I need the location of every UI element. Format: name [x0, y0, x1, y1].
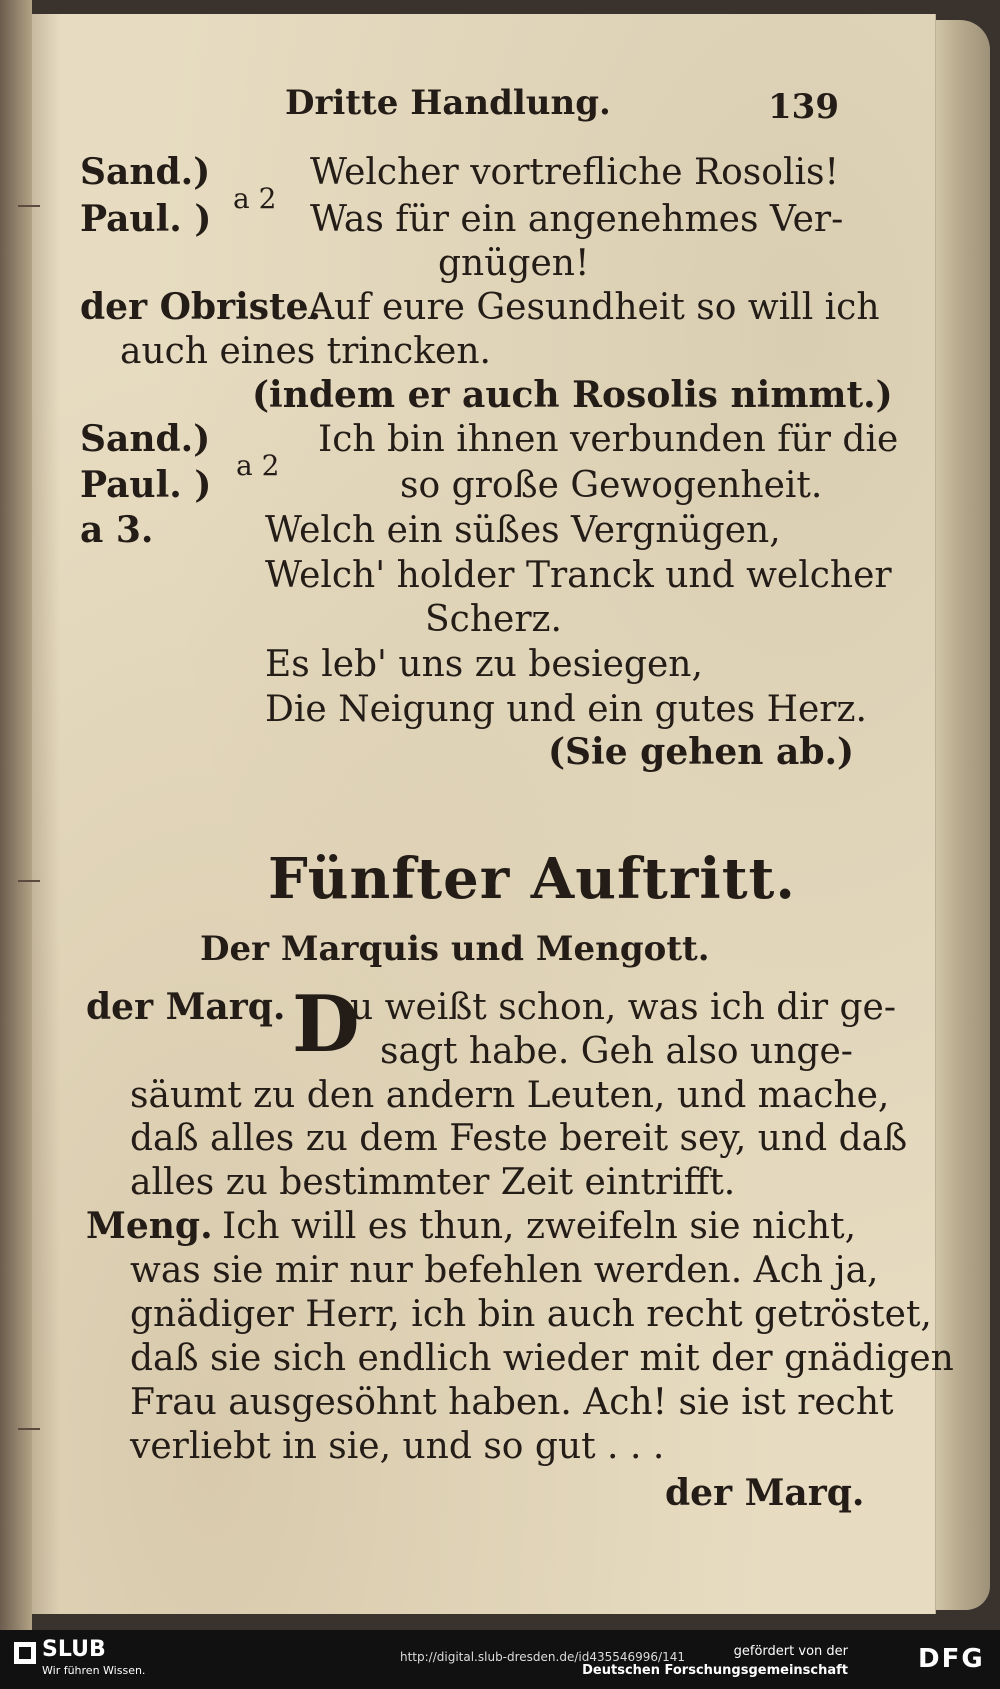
scene-persons: Der Marquis und Mengott. [200, 929, 710, 969]
speech-line: sagt habe. Geh also unge- [380, 1031, 853, 1072]
speaker-sand: Sand.) [80, 418, 211, 460]
speech-line: alles zu bestimmter Zeit eintrifft. [130, 1162, 736, 1203]
verse-line: Welch ein süßes Vergnügen, [265, 510, 781, 551]
stage-direction: (indem er auch Rosolis nimmt.) [252, 374, 893, 416]
a2-mark: a 2 [236, 449, 280, 482]
dfg-logo: DFG [918, 1644, 985, 1674]
funding-line: gefördert von der [733, 1644, 848, 1659]
speaker-mengott: Meng. [86, 1205, 213, 1247]
library-tagline: Wir führen Wissen. [42, 1664, 146, 1677]
speech-line: was sie mir nur befehlen werden. Ach ja, [130, 1250, 879, 1291]
binding-thread [18, 880, 40, 882]
verse-line: gnügen! [438, 243, 590, 284]
speech-line: Auf eure Gesundheit so will ich [308, 287, 880, 328]
verse-line: Es leb' uns zu besiegen, [265, 644, 703, 685]
speaker-paul: Paul. ) [80, 198, 212, 240]
stage-direction: (Sie gehen ab.) [548, 731, 855, 773]
speech-line: u weißt schon, was ich dir ge- [350, 987, 897, 1028]
catchword: der Marq. [665, 1472, 865, 1514]
verse-line: Ich bin ihnen verbunden für die [318, 419, 899, 460]
a3-mark: a 3. [80, 509, 154, 551]
speech-line: daß sie sich endlich wieder mit der gnädigen [130, 1338, 954, 1379]
verse-line: Welcher vortrefliche Rosolis! [310, 152, 839, 193]
speaker-paul: Paul. ) [80, 464, 212, 506]
speech-line: Frau ausgesöhnt haben. Ach! sie ist recht [130, 1382, 894, 1423]
speaker-obriste: der Obriste. [80, 286, 322, 328]
speech-line: auch eines trincken. [120, 331, 491, 372]
permalink-url[interactable]: http://digital.slub-dresden.de/id435546996/141 [400, 1650, 686, 1664]
verse-line: Scherz. [425, 599, 562, 640]
verse-line: Was für ein angenehmes Ver- [310, 199, 844, 240]
gutter-fold [0, 0, 32, 1630]
funding-org: Deutschen Forschungsgemeinschaft [582, 1663, 848, 1678]
speech-line: verliebt in sie, und so gut . . . [130, 1426, 665, 1467]
verse-line: Welch' holder Tranck und welcher [265, 555, 892, 596]
library-name: SLUB [42, 1637, 106, 1662]
speaker-sand: Sand.) [80, 151, 211, 193]
verse-line: so große Gewogenheit. [400, 465, 823, 506]
scene-title: Fünfter Auftritt. [268, 846, 796, 912]
binding-thread [18, 205, 40, 207]
initial-letter: D [292, 979, 360, 1070]
running-head: Dritte Handlung. [285, 83, 611, 123]
speech-line: Ich will es thun, zweifeln sie nicht, [222, 1206, 857, 1247]
speech-line: gnädiger Herr, ich bin auch recht getröstet, [130, 1294, 932, 1335]
viewer-footer [0, 1630, 1000, 1689]
speech-line: daß alles zu dem Feste bereit sey, und daß [130, 1118, 908, 1159]
speaker-marquis: der Marq. [86, 986, 286, 1028]
slub-logo-icon [14, 1642, 36, 1664]
page-number: 139 [768, 87, 839, 127]
verse-line: Die Neigung und ein gutes Herz. [265, 689, 867, 730]
speech-line: säumt zu den andern Leuten, und mache, [130, 1075, 890, 1116]
a2-mark: a 2 [233, 182, 277, 215]
binding-thread [18, 1428, 40, 1430]
